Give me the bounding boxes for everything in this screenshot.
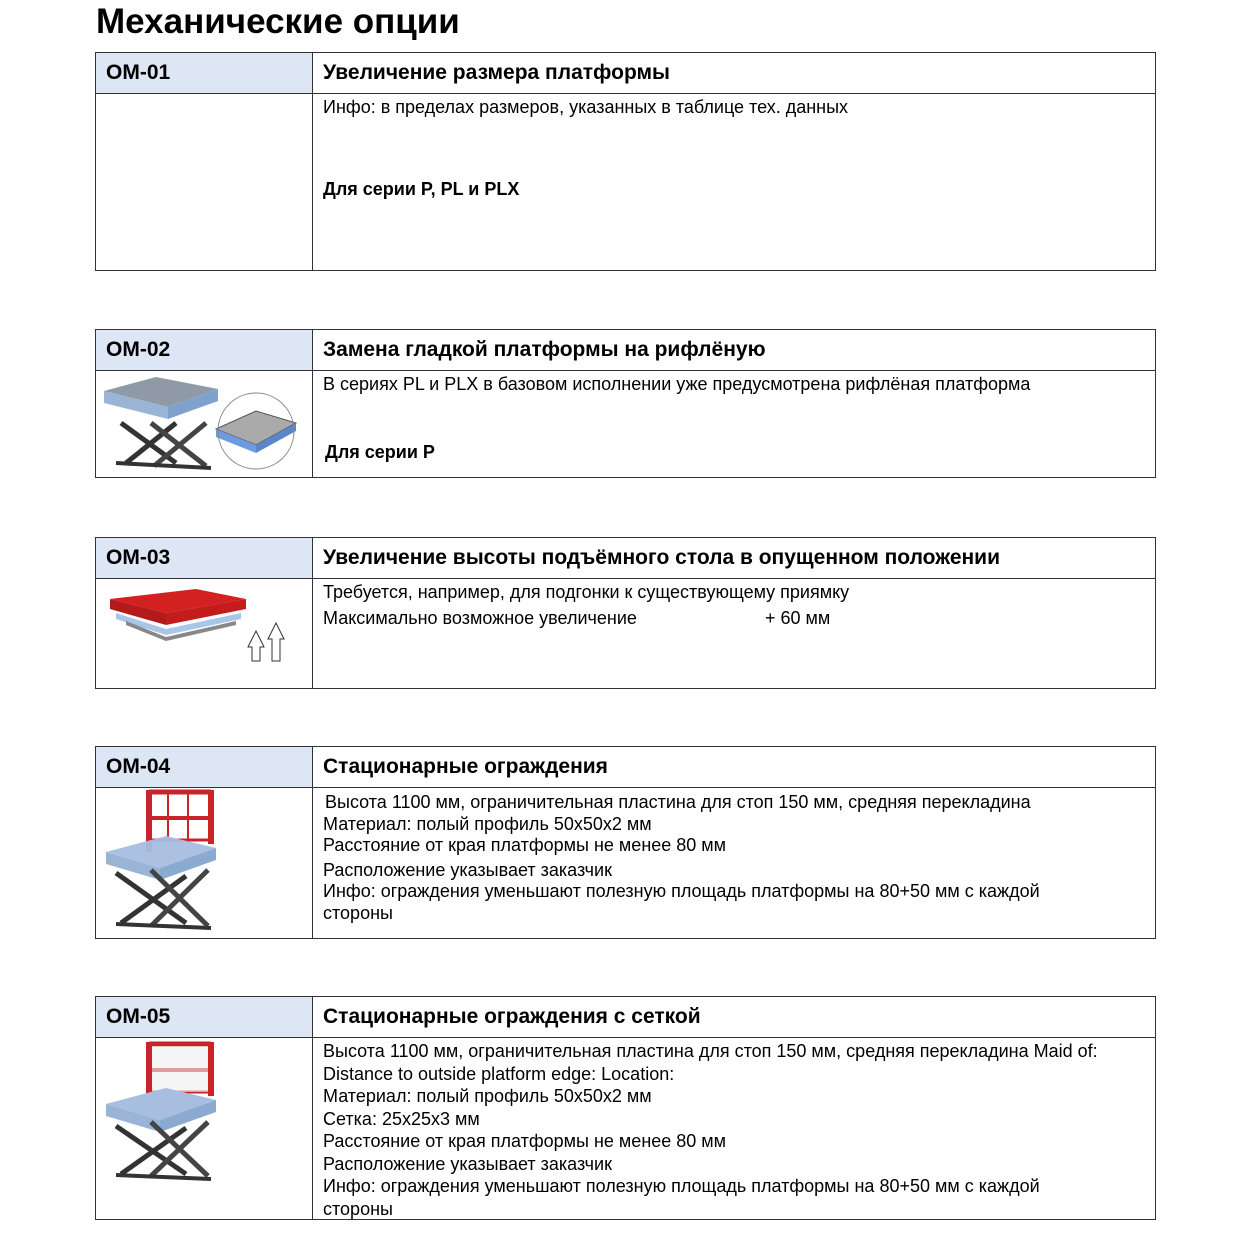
lift-table-checker-plate-image: [96, 371, 313, 477]
option-title: Увеличение высоты подъёмного стола в опущенном положении: [323, 546, 1001, 569]
option-spec-line: Инфо: ограждения уменьшают полезную площадь платформы на 80+50 мм с каждой: [323, 1176, 1040, 1196]
option-title: Замена гладкой платформы на рифлёную: [323, 338, 766, 361]
option-spec-line: Материал: полый профиль 50х50х2 мм: [323, 813, 652, 834]
option-spec-line: Высота 1100 мм, ограничительная пластина для стоп 150 мм, средняя перекладина: [325, 792, 1031, 812]
option-image-empty: [96, 94, 313, 270]
option-series: Для серии P: [325, 442, 435, 462]
option-code: ОМ-01: [96, 53, 313, 93]
option-title: Стационарные ограждения: [323, 755, 608, 778]
option-spec-line: Высота 1100 мм, ограничительная пластина для стоп 150 мм, средняя перекладина Maid of:: [323, 1041, 1098, 1061]
lift-table-railing-image: [96, 788, 313, 938]
option-spec-line: Расстояние от края платформы не менее 80 мм: [323, 835, 727, 855]
option-code: ОМ-05: [96, 997, 313, 1037]
option-info: В сериях PL и PLX в базовом исполнении уже предусмотрена рифлёная платформа: [323, 374, 1031, 394]
option-om-05: [95, 996, 1156, 1220]
option-code: ОМ-03: [96, 538, 313, 578]
option-spec-line: Материал: полый профиль 50х50х2 мм: [323, 1086, 652, 1106]
option-title: Увеличение размера платформы: [323, 61, 670, 84]
option-om-03: [95, 537, 1156, 689]
option-spec-line: стороны: [323, 1198, 393, 1219]
option-spec-line: Инфо: ограждения уменьшают полезную площадь платформы на 80+50 мм с каждой: [323, 881, 1040, 901]
option-info: Инфо: в пределах размеров, указанных в таблице тех. данных: [323, 97, 849, 117]
option-om-02: [95, 329, 1156, 478]
option-spec-line: стороны: [323, 902, 393, 923]
option-info: Требуется, например, для подгонки к существующему приямку: [323, 582, 850, 602]
lift-table-mesh-railing-image: [96, 1038, 313, 1219]
option-spec-line: Distance to outside platform edge: Location:: [323, 1063, 675, 1084]
option-code: ОМ-04: [96, 747, 313, 787]
option-spec-line: Расположение указывает заказчик: [323, 859, 612, 880]
option-max-increase-value: + 60 мм: [765, 608, 831, 628]
raised-height-image: [96, 579, 313, 688]
option-spec-line: Сетка: 25х25х3 мм: [323, 1108, 480, 1129]
option-max-increase-label: Максимально возможное увеличение: [323, 608, 637, 628]
option-spec-line: Расстояние от края платформы не менее 80 мм: [323, 1131, 727, 1151]
option-code: ОМ-02: [96, 330, 313, 370]
option-spec-line: Расположение указывает заказчик: [323, 1153, 612, 1174]
page-title: Механические опции: [96, 2, 460, 41]
option-om-04: [95, 746, 1156, 939]
option-series: Для серии P, PL и PLX: [323, 179, 520, 199]
option-title: Стационарные ограждения с сеткой: [323, 1005, 701, 1028]
option-om-01: [95, 52, 1156, 271]
